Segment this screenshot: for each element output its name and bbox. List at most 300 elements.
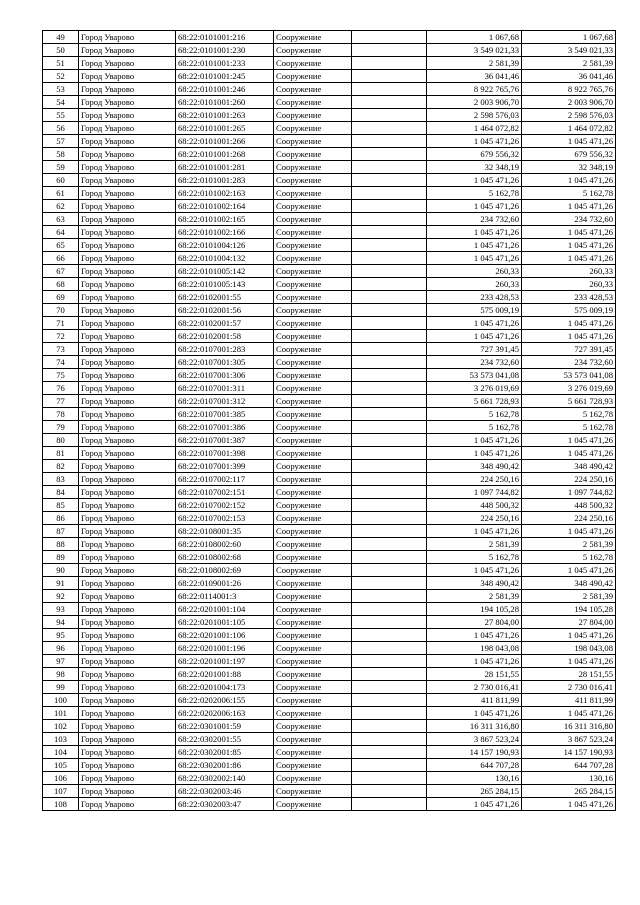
table-row [43, 668, 616, 681]
city-cell: Город Уварово [79, 525, 176, 538]
blank-cell [352, 525, 427, 538]
cadastral-number-cell: 68:22:0107002:151 [176, 486, 274, 499]
value-cell: 27 804,00 [427, 616, 522, 629]
value-cell: 1 045 471,26 [427, 707, 522, 720]
object-type-cell: Сооружение [274, 213, 352, 226]
total-value-cell: 1 464 072,82 [522, 122, 616, 135]
value-cell: 1 045 471,26 [427, 317, 522, 330]
total-value-cell: 411 811,99 [522, 694, 616, 707]
blank-cell [352, 369, 427, 382]
total-value-cell: 5 162,78 [522, 408, 616, 421]
value-cell: 1 045 471,26 [427, 330, 522, 343]
blank-cell [352, 785, 427, 798]
cadastral-number-cell: 68:22:0101004:132 [176, 252, 274, 265]
cadastral-number-cell: 68:22:0101001:230 [176, 44, 274, 57]
object-type-cell: Сооружение [274, 421, 352, 434]
table-row [43, 122, 616, 135]
blank-cell [352, 135, 427, 148]
total-value-cell: 3 549 021,33 [522, 44, 616, 57]
city-cell: Город Уварово [79, 226, 176, 239]
city-cell: Город Уварово [79, 161, 176, 174]
object-type-cell: Сооружение [274, 551, 352, 564]
table-row [43, 57, 616, 70]
total-value-cell: 194 105,28 [522, 603, 616, 616]
table-row [43, 590, 616, 603]
object-type-cell: Сооружение [274, 616, 352, 629]
total-value-cell: 1 045 471,26 [522, 135, 616, 148]
city-cell: Город Уварово [79, 499, 176, 512]
row-number-cell: 63 [43, 213, 79, 226]
table-row [43, 265, 616, 278]
object-type-cell: Сооружение [274, 96, 352, 109]
object-type-cell: Сооружение [274, 642, 352, 655]
object-type-cell: Сооружение [274, 434, 352, 447]
total-value-cell: 644 707,28 [522, 759, 616, 772]
blank-cell [352, 291, 427, 304]
row-number-cell: 84 [43, 486, 79, 499]
row-number-cell: 90 [43, 564, 79, 577]
object-type-cell: Сооружение [274, 785, 352, 798]
row-number-cell: 62 [43, 200, 79, 213]
value-cell: 32 348,19 [427, 161, 522, 174]
object-type-cell: Сооружение [274, 174, 352, 187]
cadastral-number-cell: 68:22:0101004:126 [176, 239, 274, 252]
object-type-cell: Сооружение [274, 83, 352, 96]
row-number-cell: 99 [43, 681, 79, 694]
table-row [43, 96, 616, 109]
value-cell: 727 391,45 [427, 343, 522, 356]
row-number-cell: 92 [43, 590, 79, 603]
city-cell: Город Уварово [79, 343, 176, 356]
table-row [43, 694, 616, 707]
table-row [43, 135, 616, 148]
cadastral-number-cell: 68:22:0202006:155 [176, 694, 274, 707]
row-number-cell: 52 [43, 70, 79, 83]
object-type-cell: Сооружение [274, 317, 352, 330]
table-row [43, 174, 616, 187]
blank-cell [352, 733, 427, 746]
total-value-cell: 1 045 471,26 [522, 317, 616, 330]
city-cell: Город Уварово [79, 317, 176, 330]
total-value-cell: 3 276 019,69 [522, 382, 616, 395]
city-cell: Город Уварово [79, 213, 176, 226]
object-type-cell: Сооружение [274, 122, 352, 135]
blank-cell [352, 96, 427, 109]
total-value-cell: 575 009,19 [522, 304, 616, 317]
object-type-cell: Сооружение [274, 187, 352, 200]
blank-cell [352, 616, 427, 629]
city-cell: Город Уварово [79, 681, 176, 694]
blank-cell [352, 278, 427, 291]
city-cell: Город Уварово [79, 616, 176, 629]
value-cell: 644 707,28 [427, 759, 522, 772]
city-cell: Город Уварово [79, 421, 176, 434]
blank-cell [352, 265, 427, 278]
city-cell: Город Уварово [79, 408, 176, 421]
object-type-cell: Сооружение [274, 499, 352, 512]
total-value-cell: 348 490,42 [522, 460, 616, 473]
total-value-cell: 1 045 471,26 [522, 798, 616, 811]
blank-cell [352, 70, 427, 83]
row-number-cell: 67 [43, 265, 79, 278]
table-row [43, 291, 616, 304]
city-cell: Город Уварово [79, 798, 176, 811]
total-value-cell: 36 041,46 [522, 70, 616, 83]
object-type-cell: Сооружение [274, 44, 352, 57]
total-value-cell: 348 490,42 [522, 577, 616, 590]
city-cell: Город Уварово [79, 538, 176, 551]
value-cell: 16 311 316,80 [427, 720, 522, 733]
blank-cell [352, 798, 427, 811]
value-cell: 1 045 471,26 [427, 525, 522, 538]
table-row [43, 616, 616, 629]
table-row [43, 226, 616, 239]
city-cell: Город Уварово [79, 174, 176, 187]
row-number-cell: 56 [43, 122, 79, 135]
cadastral-number-cell: 68:22:0101002:166 [176, 226, 274, 239]
total-value-cell: 1 045 471,26 [522, 239, 616, 252]
object-type-cell: Сооружение [274, 707, 352, 720]
city-cell: Город Уварово [79, 655, 176, 668]
value-cell: 1 464 072,82 [427, 122, 522, 135]
city-cell: Город Уварово [79, 70, 176, 83]
table-row [43, 31, 616, 44]
city-cell: Город Уварово [79, 720, 176, 733]
table-row [43, 473, 616, 486]
object-type-cell: Сооружение [274, 161, 352, 174]
total-value-cell: 1 045 471,26 [522, 629, 616, 642]
total-value-cell: 2 598 576,03 [522, 109, 616, 122]
value-cell: 1 045 471,26 [427, 655, 522, 668]
value-cell: 5 661 728,93 [427, 395, 522, 408]
value-cell: 679 556,32 [427, 148, 522, 161]
object-type-cell: Сооружение [274, 772, 352, 785]
total-value-cell: 5 661 728,93 [522, 395, 616, 408]
value-cell: 1 045 471,26 [427, 226, 522, 239]
cadastral-number-cell: 68:22:0102001:57 [176, 317, 274, 330]
value-cell: 260,33 [427, 265, 522, 278]
object-type-cell: Сооружение [274, 447, 352, 460]
value-cell: 348 490,42 [427, 577, 522, 590]
table-row [43, 434, 616, 447]
value-cell: 234 732,60 [427, 356, 522, 369]
city-cell: Город Уварово [79, 603, 176, 616]
row-number-cell: 72 [43, 330, 79, 343]
cadastral-number-cell: 68:22:0108002:60 [176, 538, 274, 551]
value-cell: 234 732,60 [427, 213, 522, 226]
blank-cell [352, 343, 427, 356]
table-row [43, 642, 616, 655]
blank-cell [352, 694, 427, 707]
cadastral-number-cell: 68:22:0101005:142 [176, 265, 274, 278]
table-row [43, 187, 616, 200]
table-row [43, 564, 616, 577]
table-row [43, 369, 616, 382]
city-cell: Город Уварово [79, 31, 176, 44]
table-row [43, 499, 616, 512]
table-body [43, 31, 616, 811]
object-type-cell: Сооружение [274, 512, 352, 525]
cadastral-number-cell: 68:22:0101001:268 [176, 148, 274, 161]
row-number-cell: 61 [43, 187, 79, 200]
value-cell: 1 045 471,26 [427, 135, 522, 148]
total-value-cell: 448 500,32 [522, 499, 616, 512]
table-row [43, 382, 616, 395]
row-number-cell: 83 [43, 473, 79, 486]
city-cell: Город Уварово [79, 564, 176, 577]
value-cell: 198 043,08 [427, 642, 522, 655]
object-type-cell: Сооружение [274, 226, 352, 239]
blank-cell [352, 44, 427, 57]
row-number-cell: 60 [43, 174, 79, 187]
row-number-cell: 53 [43, 83, 79, 96]
city-cell: Город Уварово [79, 668, 176, 681]
total-value-cell: 1 045 471,26 [522, 525, 616, 538]
total-value-cell: 1 067,68 [522, 31, 616, 44]
city-cell: Город Уварово [79, 278, 176, 291]
blank-cell [352, 304, 427, 317]
value-cell: 224 250,16 [427, 473, 522, 486]
value-cell: 5 162,78 [427, 551, 522, 564]
value-cell: 260,33 [427, 278, 522, 291]
value-cell: 448 500,32 [427, 499, 522, 512]
blank-cell [352, 538, 427, 551]
value-cell: 2 581,39 [427, 538, 522, 551]
object-type-cell: Сооружение [274, 486, 352, 499]
row-number-cell: 58 [43, 148, 79, 161]
city-cell: Город Уварово [79, 460, 176, 473]
value-cell: 14 157 190,93 [427, 746, 522, 759]
total-value-cell: 198 043,08 [522, 642, 616, 655]
cadastral-number-cell: 68:22:0107001:385 [176, 408, 274, 421]
table-row [43, 772, 616, 785]
table-row [43, 278, 616, 291]
cadastral-number-cell: 68:22:0302003:47 [176, 798, 274, 811]
blank-cell [352, 564, 427, 577]
blank-cell [352, 499, 427, 512]
table-row [43, 798, 616, 811]
total-value-cell: 224 250,16 [522, 473, 616, 486]
object-type-cell: Сооружение [274, 135, 352, 148]
total-value-cell: 2 581,39 [522, 538, 616, 551]
blank-cell [352, 356, 427, 369]
city-cell: Город Уварово [79, 356, 176, 369]
value-cell: 2 730 016,41 [427, 681, 522, 694]
city-cell: Город Уварово [79, 772, 176, 785]
row-number-cell: 89 [43, 551, 79, 564]
cadastral-number-cell: 68:22:0301001:59 [176, 720, 274, 733]
total-value-cell: 1 045 471,26 [522, 330, 616, 343]
object-type-cell: Сооружение [274, 668, 352, 681]
city-cell: Город Уварово [79, 135, 176, 148]
row-number-cell: 68 [43, 278, 79, 291]
city-cell: Город Уварово [79, 694, 176, 707]
city-cell: Город Уварово [79, 551, 176, 564]
row-number-cell: 103 [43, 733, 79, 746]
cadastral-number-cell: 68:22:0201001:88 [176, 668, 274, 681]
city-cell: Город Уварово [79, 395, 176, 408]
city-cell: Город Уварово [79, 239, 176, 252]
cadastral-number-cell: 68:22:0101001:281 [176, 161, 274, 174]
object-type-cell: Сооружение [274, 291, 352, 304]
row-number-cell: 71 [43, 317, 79, 330]
value-cell: 1 045 471,26 [427, 252, 522, 265]
value-cell: 348 490,42 [427, 460, 522, 473]
total-value-cell: 27 804,00 [522, 616, 616, 629]
object-type-cell: Сооружение [274, 564, 352, 577]
row-number-cell: 82 [43, 460, 79, 473]
cadastral-number-cell: 68:22:0108002:69 [176, 564, 274, 577]
row-number-cell: 100 [43, 694, 79, 707]
value-cell: 2 003 906,70 [427, 96, 522, 109]
row-number-cell: 97 [43, 655, 79, 668]
cadastral-number-cell: 68:22:0107001:387 [176, 434, 274, 447]
row-number-cell: 107 [43, 785, 79, 798]
blank-cell [352, 707, 427, 720]
object-type-cell: Сооружение [274, 57, 352, 70]
blank-cell [352, 772, 427, 785]
row-number-cell: 50 [43, 44, 79, 57]
blank-cell [352, 187, 427, 200]
object-type-cell: Сооружение [274, 356, 352, 369]
total-value-cell: 234 732,60 [522, 356, 616, 369]
city-cell: Город Уварово [79, 330, 176, 343]
city-cell: Город Уварово [79, 733, 176, 746]
value-cell: 233 428,53 [427, 291, 522, 304]
value-cell: 1 045 471,26 [427, 434, 522, 447]
cadastral-number-cell: 68:22:0107001:386 [176, 421, 274, 434]
city-cell: Город Уварово [79, 785, 176, 798]
city-cell: Город Уварово [79, 187, 176, 200]
cadastral-number-cell: 68:22:0302002:140 [176, 772, 274, 785]
cadastral-number-cell: 68:22:0201001:104 [176, 603, 274, 616]
object-type-cell: Сооружение [274, 109, 352, 122]
total-value-cell: 1 045 471,26 [522, 434, 616, 447]
value-cell: 36 041,46 [427, 70, 522, 83]
table-row [43, 148, 616, 161]
table-row [43, 759, 616, 772]
row-number-cell: 79 [43, 421, 79, 434]
object-type-cell: Сооружение [274, 538, 352, 551]
row-number-cell: 78 [43, 408, 79, 421]
row-number-cell: 57 [43, 135, 79, 148]
cadastral-number-cell: 68:22:0201004:173 [176, 681, 274, 694]
row-number-cell: 80 [43, 434, 79, 447]
object-type-cell: Сооружение [274, 473, 352, 486]
blank-cell [352, 577, 427, 590]
cadastral-number-cell: 68:22:0101005:143 [176, 278, 274, 291]
city-cell: Город Уварово [79, 577, 176, 590]
object-type-cell: Сооружение [274, 629, 352, 642]
table-row [43, 395, 616, 408]
value-cell: 130,16 [427, 772, 522, 785]
city-cell: Город Уварово [79, 369, 176, 382]
object-type-cell: Сооружение [274, 382, 352, 395]
table-row [43, 317, 616, 330]
value-cell: 1 097 744,82 [427, 486, 522, 499]
table-row [43, 707, 616, 720]
object-type-cell: Сооружение [274, 603, 352, 616]
city-cell: Город Уварово [79, 759, 176, 772]
cadastral-number-cell: 68:22:0114001:3 [176, 590, 274, 603]
total-value-cell: 1 045 471,26 [522, 447, 616, 460]
object-type-cell: Сооружение [274, 148, 352, 161]
city-cell: Город Уварово [79, 486, 176, 499]
row-number-cell: 75 [43, 369, 79, 382]
total-value-cell: 1 045 471,26 [522, 200, 616, 213]
row-number-cell: 104 [43, 746, 79, 759]
total-value-cell: 28 151,55 [522, 668, 616, 681]
city-cell: Город Уварово [79, 252, 176, 265]
row-number-cell: 101 [43, 707, 79, 720]
cadastral-number-cell: 68:22:0101002:163 [176, 187, 274, 200]
value-cell: 194 105,28 [427, 603, 522, 616]
property-table [42, 30, 616, 811]
total-value-cell: 1 045 471,26 [522, 252, 616, 265]
row-number-cell: 85 [43, 499, 79, 512]
total-value-cell: 233 428,53 [522, 291, 616, 304]
blank-cell [352, 551, 427, 564]
city-cell: Город Уварово [79, 148, 176, 161]
cadastral-number-cell: 68:22:0101002:165 [176, 213, 274, 226]
blank-cell [352, 759, 427, 772]
blank-cell [352, 746, 427, 759]
table-row [43, 304, 616, 317]
object-type-cell: Сооружение [274, 278, 352, 291]
blank-cell [352, 109, 427, 122]
value-cell: 5 162,78 [427, 187, 522, 200]
value-cell: 1 045 471,26 [427, 447, 522, 460]
cadastral-number-cell: 68:22:0108002:68 [176, 551, 274, 564]
row-number-cell: 93 [43, 603, 79, 616]
cadastral-number-cell: 68:22:0101002:164 [176, 200, 274, 213]
blank-cell [352, 486, 427, 499]
value-cell: 3 867 523,24 [427, 733, 522, 746]
city-cell: Город Уварово [79, 44, 176, 57]
cadastral-number-cell: 68:22:0302001:86 [176, 759, 274, 772]
table-row [43, 785, 616, 798]
total-value-cell: 5 162,78 [522, 421, 616, 434]
object-type-cell: Сооружение [274, 343, 352, 356]
blank-cell [352, 122, 427, 135]
total-value-cell: 14 157 190,93 [522, 746, 616, 759]
blank-cell [352, 655, 427, 668]
value-cell: 5 162,78 [427, 421, 522, 434]
table-row [43, 44, 616, 57]
city-cell: Город Уварово [79, 291, 176, 304]
table-row [43, 525, 616, 538]
table-row [43, 356, 616, 369]
table-row [43, 70, 616, 83]
total-value-cell: 679 556,32 [522, 148, 616, 161]
cadastral-number-cell: 68:22:0302001:55 [176, 733, 274, 746]
object-type-cell: Сооружение [274, 746, 352, 759]
city-cell: Город Уварово [79, 109, 176, 122]
row-number-cell: 51 [43, 57, 79, 70]
table-row [43, 447, 616, 460]
blank-cell [352, 590, 427, 603]
blank-cell [352, 317, 427, 330]
table-row [43, 408, 616, 421]
cadastral-number-cell: 68:22:0107001:305 [176, 356, 274, 369]
table-row [43, 746, 616, 759]
cadastral-number-cell: 68:22:0102001:56 [176, 304, 274, 317]
cadastral-number-cell: 68:22:0101001:246 [176, 83, 274, 96]
object-type-cell: Сооружение [274, 31, 352, 44]
blank-cell [352, 200, 427, 213]
object-type-cell: Сооружение [274, 252, 352, 265]
cadastral-number-cell: 68:22:0101001:260 [176, 96, 274, 109]
